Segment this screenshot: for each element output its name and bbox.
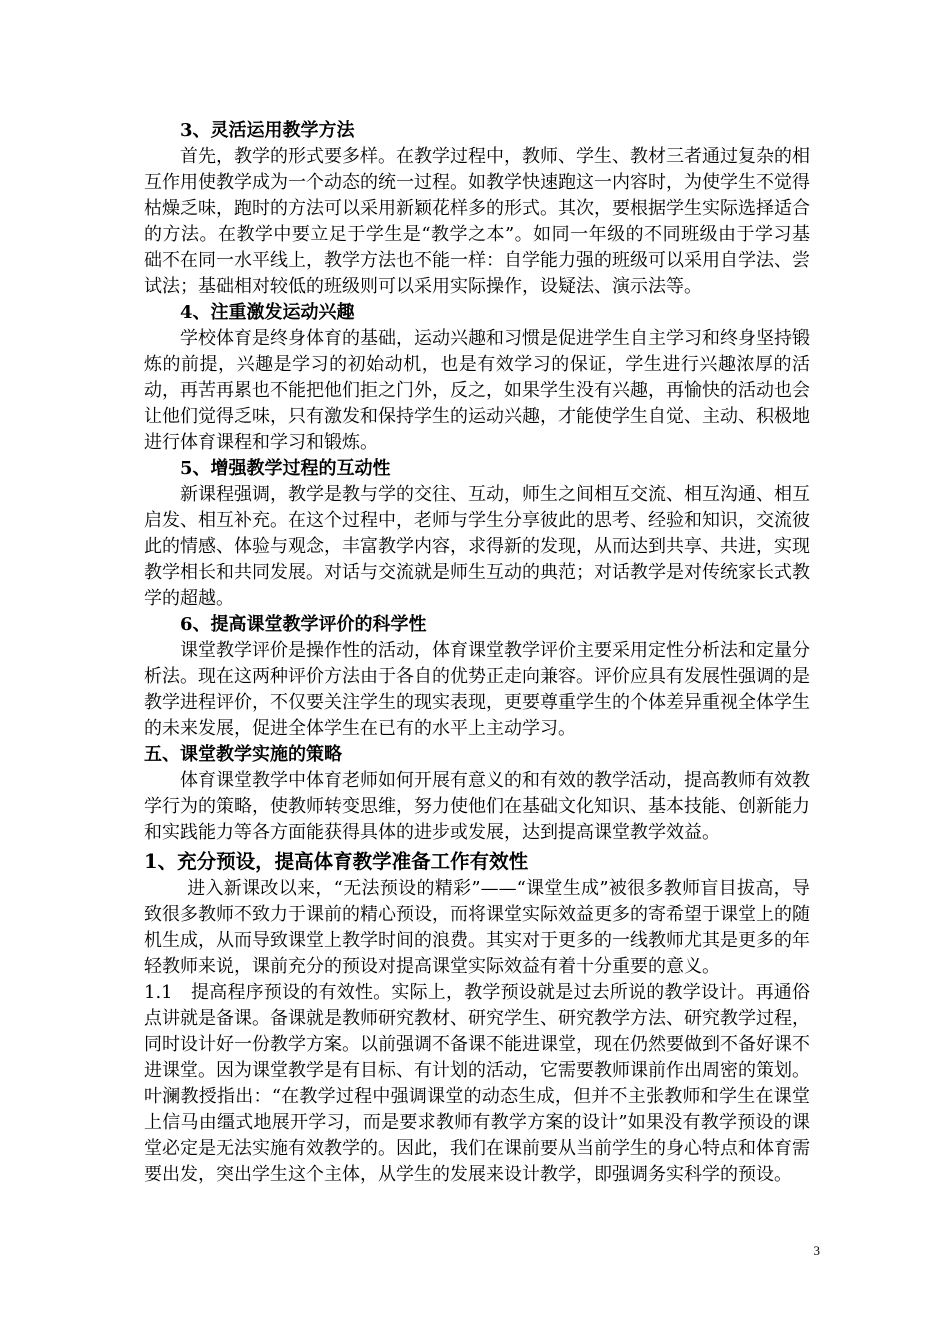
paragraph-evaluation: 课堂教学评价是操作性的活动，体育课堂教学评价主要采用定性分析法和定量分析法。现在这两种评价方法由于各自的优势正走向兼容。评价应具有发展性强调的是教学进程评价，不仅要关注学生的现实表现，更要尊重学生的个体差异重视全体学生的未来发展，促进全体学生在已有的水平上主动学习。 xyxy=(144,640,810,739)
paragraph-presetting: 进入新课改以来，“无法预设的精彩”——“课堂生成”被很多教师盲目拔高，导致很多教师不致力于课前的精心预设，而将课堂实际效益更多的寄希望于课堂上的随机生成，从而导致课堂上教学时间的浪费。其实对于更多的一线教师尤其是更多的年轻教师来说，课前充分的预设对提高课堂实际效益有着十分重要的意义。 xyxy=(144,878,810,977)
document-body xyxy=(144,118,810,1188)
paragraph-interaction: 新课程强调，教学是教与学的交往、互动，师生之间相互交流、相互沟通、相互启发、相互补充。在这个过程中，老师与学生分享彼此的思考、经验和知识，交流彼此的情感、体验与观念，丰富教学内容，求得新的发现，从而达到共享、共进，实现教学相长和共同发展。对话与交流就是师生互动的典范；对话教学是对传统家长式教学的超越。 xyxy=(144,484,810,609)
heading-6: 6、提高课堂教学评价的科学性 xyxy=(180,614,427,635)
heading-1: 1、充分预设，提高体育教学准备工作有效性 xyxy=(144,850,529,873)
heading-5: 5、增强教学过程的互动性 xyxy=(180,458,391,479)
paragraph-teaching-methods: 首先，教学的形式要多样。在教学过程中，教师、学生、教材三者通过复杂的相互作用使教学成为一个动态的统一过程。如教学快速跑这一内容时，为使学生不觉得枯燥乏味，跑时的方法可以采用新颖花样多的形式。其次，要根据学生实际选择适合的方法。在教学中要立足于学生是“教学之本”。如同一年级的不同班级由于学习基础不在同一水平线上，教学方法也不能一样：自学能力强的班级可以采用自学法、尝试法；基础相对较低的班级则可以采用实际操作，设疑法、演示法等。 xyxy=(144,146,810,297)
page-number: 3 xyxy=(813,1243,820,1258)
heading-4: 4、注重激发运动兴趣 xyxy=(180,302,355,323)
paragraph-1-1: 1.1 提高程序预设的有效性。实际上，教学预设就是过去所说的教学设计。再通俗点讲就是备课。备课就是教师研究教材、研究学生、研究教学方法、研究教学过程，同时设计好一份教学方案。以前强调不备课不能进课堂，现在仍然要做到不备好课不进课堂。因为课堂教学是有目标、有计划的活动，它需要教师课前作出周密的策划。叶澜教授指出：“在教学过程中强调课堂的动态生成，但并不主张教师和学生在课堂上信马由缰式地展开学习，而是要求教师有教学方案的设计”如果没有教学预设的课堂必定是无法实施有效教学的。因此，我们在课前要从当前学生的身心特点和体育需要出发，突出学生这个主体，从学生的发展来设计教学，即强调务实科学的预设。 xyxy=(144,982,810,1185)
heading-section-5: 五、课堂教学实施的策略 xyxy=(144,744,342,765)
heading-3: 3、灵活运用教学方法 xyxy=(180,120,355,141)
paragraph-interest: 学校体育是终身体育的基础，运动兴趣和习惯是促进学生自主学习和终身坚持锻炼的前提，兴趣是学习的初始动机，也是有效学习的保证，学生进行兴趣浓厚的活动，再苦再累也不能把他们拒之门外，反之，如果学生没有兴趣，再愉快的活动也会让他们觉得乏味，只有激发和保持学生的运动兴趣，才能使学生自觉、主动、积极地进行体育课程和学习和锻炼。 xyxy=(144,328,810,453)
paragraph-strategy: 体育课堂教学中体育老师如何开展有意义的和有效的教学活动，提高教师有效教学行为的策略，使教师转变思维，努力使他们在基础文化知识、基本技能、创新能力和实践能力等各方面能获得具体的进步或发展，达到提高课堂教学效益。 xyxy=(144,770,810,843)
